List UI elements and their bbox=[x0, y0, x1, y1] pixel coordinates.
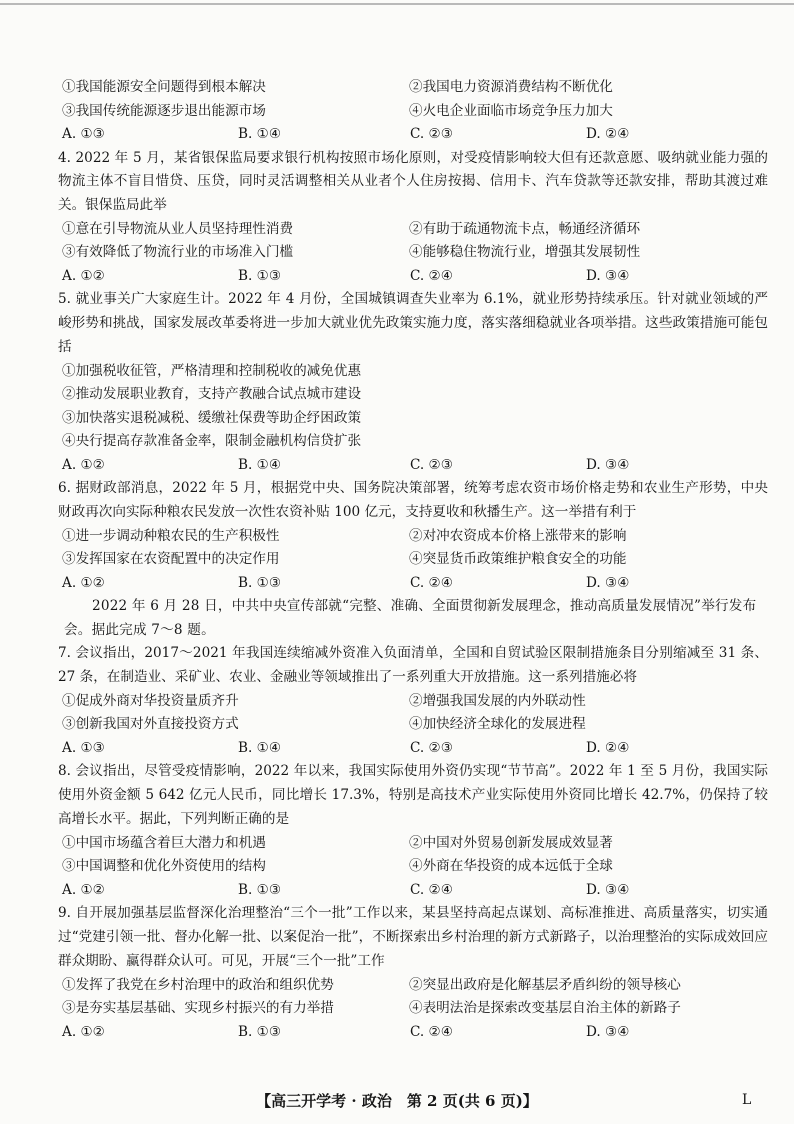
option-4: ④能够稳住物流行业，增强其发展韧性 bbox=[409, 244, 641, 261]
question-stem: 4. 2022 年 5 月，某省银保监局要求银行机构按照市场化原则，对受疫情影响较大但有还款意愿、吸纳就业能力强的物流主体不盲目惜贷、压贷，同时灵活调整相关从业者个人住房按揭、信用卡、汽车贷款等还款安排，帮助其渡过难关。银保监局此举 bbox=[58, 149, 768, 214]
options bbox=[62, 690, 768, 737]
option-3: ③中国调整和优化外资使用的结构 bbox=[62, 858, 266, 875]
option-3: ③我国传统能源逐步退出能源市场 bbox=[62, 102, 266, 119]
option-1: ①进一步调动种粮农民的生产积极性 bbox=[62, 527, 280, 544]
choice-d: D. ③④ bbox=[586, 267, 630, 284]
choice-a: A. ①② bbox=[62, 1023, 105, 1040]
option-1: ①促成外商对华投资量质齐升 bbox=[62, 692, 239, 709]
options bbox=[62, 974, 768, 1021]
option-4: ④火电企业面临市场竞争压力加大 bbox=[409, 102, 613, 119]
choice-a: A. ①② bbox=[62, 267, 105, 284]
answer-choices bbox=[62, 879, 768, 903]
top-rule bbox=[0, 3, 794, 5]
corner-mark: L bbox=[742, 1092, 752, 1108]
choice-a: A. ①② bbox=[62, 881, 105, 898]
option-4: ④表明法治是探索改变基层自治主体的新路子 bbox=[409, 1000, 681, 1017]
choice-b: B. ①④ bbox=[238, 739, 282, 756]
passage-intro: 2022 年 6 月 28 日，中共中央宣传部就“完整、准确、全面贯彻新发展理念，推动高质量发展情况”举行发布会。据此完成 7～8 题。 bbox=[64, 598, 757, 638]
options bbox=[62, 76, 768, 123]
option-1: ①发挥了我党在乡村治理中的政治和组织优势 bbox=[62, 976, 334, 993]
options bbox=[62, 832, 768, 879]
choice-b: B. ①④ bbox=[238, 126, 282, 142]
options bbox=[62, 525, 768, 572]
choice-d: D. ②④ bbox=[586, 739, 630, 756]
choice-c: C. ②④ bbox=[410, 1023, 453, 1040]
question-7 bbox=[58, 642, 768, 760]
choice-b: B. ①③ bbox=[238, 574, 282, 591]
question-5 bbox=[58, 288, 768, 477]
option-3: ③创新我国对外直接投资方式 bbox=[62, 716, 239, 733]
option-3: ③加快落实退税减税、缓缴社保费等助企纾困政策 bbox=[62, 409, 362, 426]
choice-a: A. ①② bbox=[62, 456, 105, 473]
option-2: ②突显出政府是化解基层矛盾纠纷的领导核心 bbox=[409, 976, 681, 993]
option-4: ④加快经济全球化的发展进程 bbox=[409, 716, 586, 733]
option-2: ②中国对外贸易创新发展成效显著 bbox=[409, 834, 613, 851]
choice-b: B. ①③ bbox=[238, 881, 282, 898]
choice-c: C. ②④ bbox=[410, 574, 453, 591]
choice-a: A. ①② bbox=[62, 574, 105, 591]
option-2: ②有助于疏通物流卡点，畅通经济循环 bbox=[409, 220, 641, 237]
answer-choices bbox=[62, 265, 768, 289]
option-3: ③是夯实基层基础、实现乡村振兴的有力举措 bbox=[62, 1000, 334, 1017]
option-1: ①加强税收征管，严格清理和控制税收的减免优惠 bbox=[62, 362, 362, 379]
option-3: ③发挥国家在农资配置中的决定作用 bbox=[62, 551, 280, 568]
answer-choices bbox=[62, 737, 768, 761]
answer-choices bbox=[62, 572, 768, 596]
choice-a: A. ①③ bbox=[62, 126, 105, 142]
question-9 bbox=[58, 902, 768, 1044]
choice-c: C. ②③ bbox=[410, 126, 453, 142]
exam-page bbox=[58, 76, 768, 1044]
question-stem: 9. 自开展加强基层监督深化治理整治“三个一批”工作以来，某县坚持高起点谋划、高标准推进、高质量落实，切实通过“党建引领一批、督办化解一批、以案促治一批”，不断探索出乡村治理的新方式新路子，以治理整治的实际成效回应群众期盼、赢得群众认可。可见，开展“三个一批”工作 bbox=[58, 905, 768, 969]
option-4: ④外商在华投资的成本远低于全球 bbox=[409, 858, 613, 875]
question-stem: 8. 会议指出，尽管受疫情影响，2022 年以来，我国实际使用外资仍实现“节节高”。2022 年 1 至 5 月份，我国实际使用外资金额 5 642 亿元人民币，同比增长 17.3%，特别是高技术产业实际使用外资同比增长 42.7%，仍保持了较高增长水平。据此，下列判断正确的是 bbox=[58, 763, 768, 828]
choice-d: D. ②④ bbox=[586, 126, 630, 142]
option-2: ②对冲农资成本价格上涨带来的影响 bbox=[409, 527, 627, 544]
question-3-tail bbox=[62, 76, 768, 147]
options bbox=[62, 218, 768, 265]
question-8 bbox=[58, 760, 768, 902]
question-stem: 7. 会议指出，2017～2021 年我国连续缩减外资准入负面清单，全国和自贸试验区限制措施条目分别缩减至 31 条、27 条，在制造业、采矿业、农业、金融业等领域推出了一系列重大开放措施。这一系列措施必将 bbox=[58, 645, 768, 686]
options bbox=[62, 360, 768, 454]
option-4: ④央行提高存款准备金率，限制金融机构信贷扩张 bbox=[62, 433, 362, 450]
answer-choices bbox=[62, 123, 768, 147]
choice-c: C. ②④ bbox=[410, 267, 453, 284]
choice-b: B. ①③ bbox=[238, 267, 282, 284]
question-4 bbox=[58, 147, 768, 289]
question-6 bbox=[58, 477, 768, 595]
answer-choices bbox=[62, 454, 768, 478]
option-2: ②增强我国发展的内外联动性 bbox=[409, 692, 586, 709]
choice-d: D. ③④ bbox=[586, 456, 630, 473]
option-2: ②我国电力资源消费结构不断优化 bbox=[409, 79, 613, 95]
choice-d: D. ③④ bbox=[586, 881, 630, 898]
choice-b: B. ①④ bbox=[238, 456, 282, 473]
option-4: ④突显货币政策维护粮食安全的功能 bbox=[409, 551, 627, 568]
option-1: ①意在引导物流从业人员坚持理性消费 bbox=[62, 220, 294, 237]
page-footer: 【高三开学考 · 政治 第 2 页(共 6 页)】 bbox=[256, 1092, 538, 1110]
question-stem: 5. 就业事关广大家庭生计。2022 年 4 月份，全国城镇调查失业率为 6.1%，就业形势持续承压。针对就业领域的严峻形势和挑战，国家发展改革委将进一步加大就业优先政策实施力度，落实落细稳就业各项举措。这些政策措施可能包括 bbox=[58, 291, 768, 355]
choice-b: B. ①③ bbox=[238, 1023, 282, 1040]
choice-d: D. ③④ bbox=[586, 1023, 630, 1040]
choice-c: C. ②④ bbox=[410, 881, 453, 898]
choice-a: A. ①③ bbox=[62, 739, 105, 756]
choice-d: D. ③④ bbox=[586, 574, 630, 591]
option-2: ②推动发展职业教育，支持产教融合试点城市建设 bbox=[62, 386, 362, 403]
option-3: ③有效降低了物流行业的市场准入门槛 bbox=[62, 244, 294, 261]
answer-choices bbox=[62, 1021, 768, 1045]
choice-c: C. ②③ bbox=[410, 456, 453, 473]
option-1: ①中国市场蕴含着巨大潜力和机遇 bbox=[62, 834, 266, 851]
option-1: ①我国能源安全问题得到根本解决 bbox=[62, 79, 266, 95]
choice-c: C. ②③ bbox=[410, 739, 453, 756]
question-stem: 6. 据财政部消息，2022 年 5 月，根据党中央、国务院决策部署，统筹考虑农资市场价格走势和农业生产形势，中央财政再次向实际种粮农民发放一次性农资补贴 100 亿元，支持夏收和秋播生产。这一举措有利于 bbox=[58, 480, 768, 521]
